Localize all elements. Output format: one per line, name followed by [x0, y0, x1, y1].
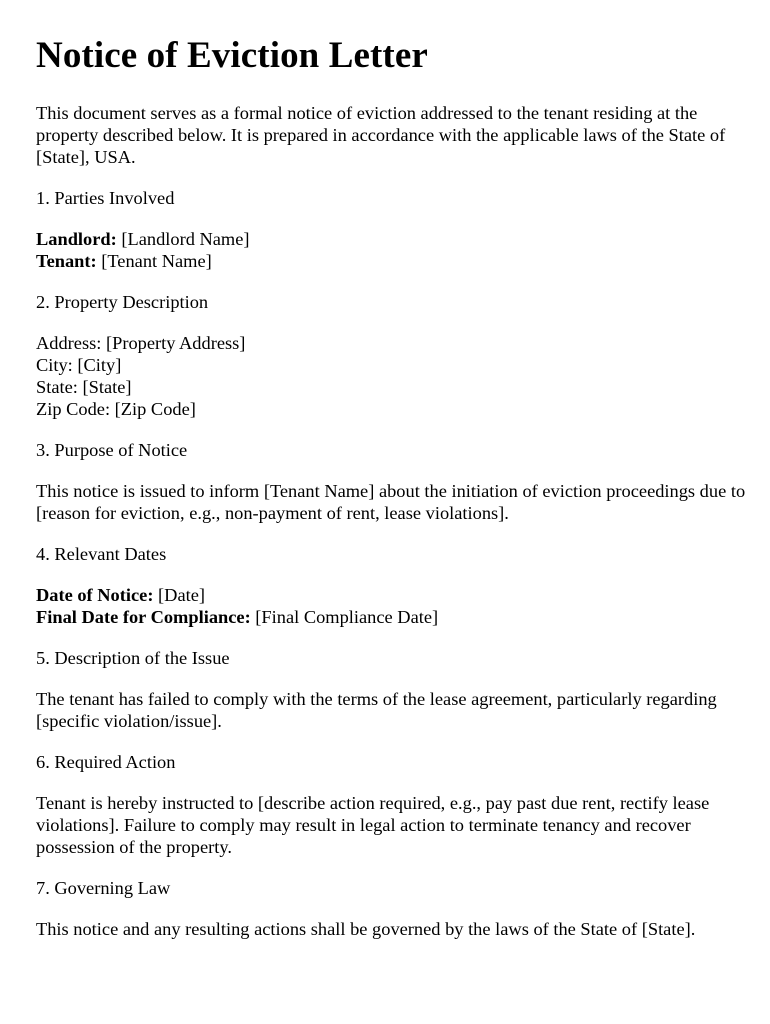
property-state: State: [State] [36, 377, 132, 397]
notice-date-label: Date of Notice: [36, 585, 154, 605]
law-paragraph: This notice and any resulting actions shall be governed by the laws of the State of [State]. [36, 919, 696, 939]
final-date-label: Final Date for Compliance: [36, 607, 251, 627]
purpose-paragraph: This notice is issued to inform [Tenant Name] about the initiation of eviction proceedings due to [reason for eviction, e.g., non-payment of rent, lease violations]. [36, 481, 746, 523]
page-title: Notice of Eviction Letter [36, 35, 428, 76]
property-zip: Zip Code: [Zip Code] [36, 399, 196, 419]
landlord-label: Landlord: [36, 229, 117, 249]
landlord-line [36, 228, 746, 250]
notice-date-line [36, 584, 746, 606]
final-date-line [36, 606, 746, 628]
section-heading-purpose: 3. Purpose of Notice [36, 440, 188, 460]
document-page [36, 34, 746, 959]
section-heading-property: 2. Property Description [36, 292, 209, 312]
section-heading-law: 7. Governing Law [36, 878, 171, 898]
section-heading-dates: 4. Relevant Dates [36, 544, 167, 564]
section-heading-issue: 5. Description of the Issue [36, 648, 230, 668]
intro-paragraph: This document serves as a formal notice of eviction addressed to the tenant residing at the property described below. It is prepared in accordance with the applicable laws of the State of [State], USA. [36, 103, 726, 167]
tenant-line [36, 250, 746, 272]
property-city: City: [City] [36, 355, 122, 375]
property-address: Address: [Property Address] [36, 333, 246, 353]
section-heading-parties: 1. Parties Involved [36, 188, 175, 208]
tenant-value: [Tenant Name] [96, 251, 212, 271]
notice-date-value: [Date] [153, 585, 206, 605]
section-heading-action: 6. Required Action [36, 752, 176, 772]
issue-paragraph: The tenant has failed to comply with the terms of the lease agreement, particularly regarding [specific violation/issue]. [36, 689, 717, 731]
landlord-value: [Landlord Name] [116, 229, 250, 249]
parties-block [36, 228, 746, 272]
dates-block [36, 584, 746, 628]
action-paragraph: Tenant is hereby instructed to [describe action required, e.g., pay past due rent, rectify lease violations]. Failure to comply may result in legal action to terminate tenancy and recover possession of the property. [36, 793, 710, 857]
final-date-value: [Final Compliance Date] [250, 607, 439, 627]
tenant-label: Tenant: [36, 251, 97, 271]
property-block [36, 332, 746, 420]
